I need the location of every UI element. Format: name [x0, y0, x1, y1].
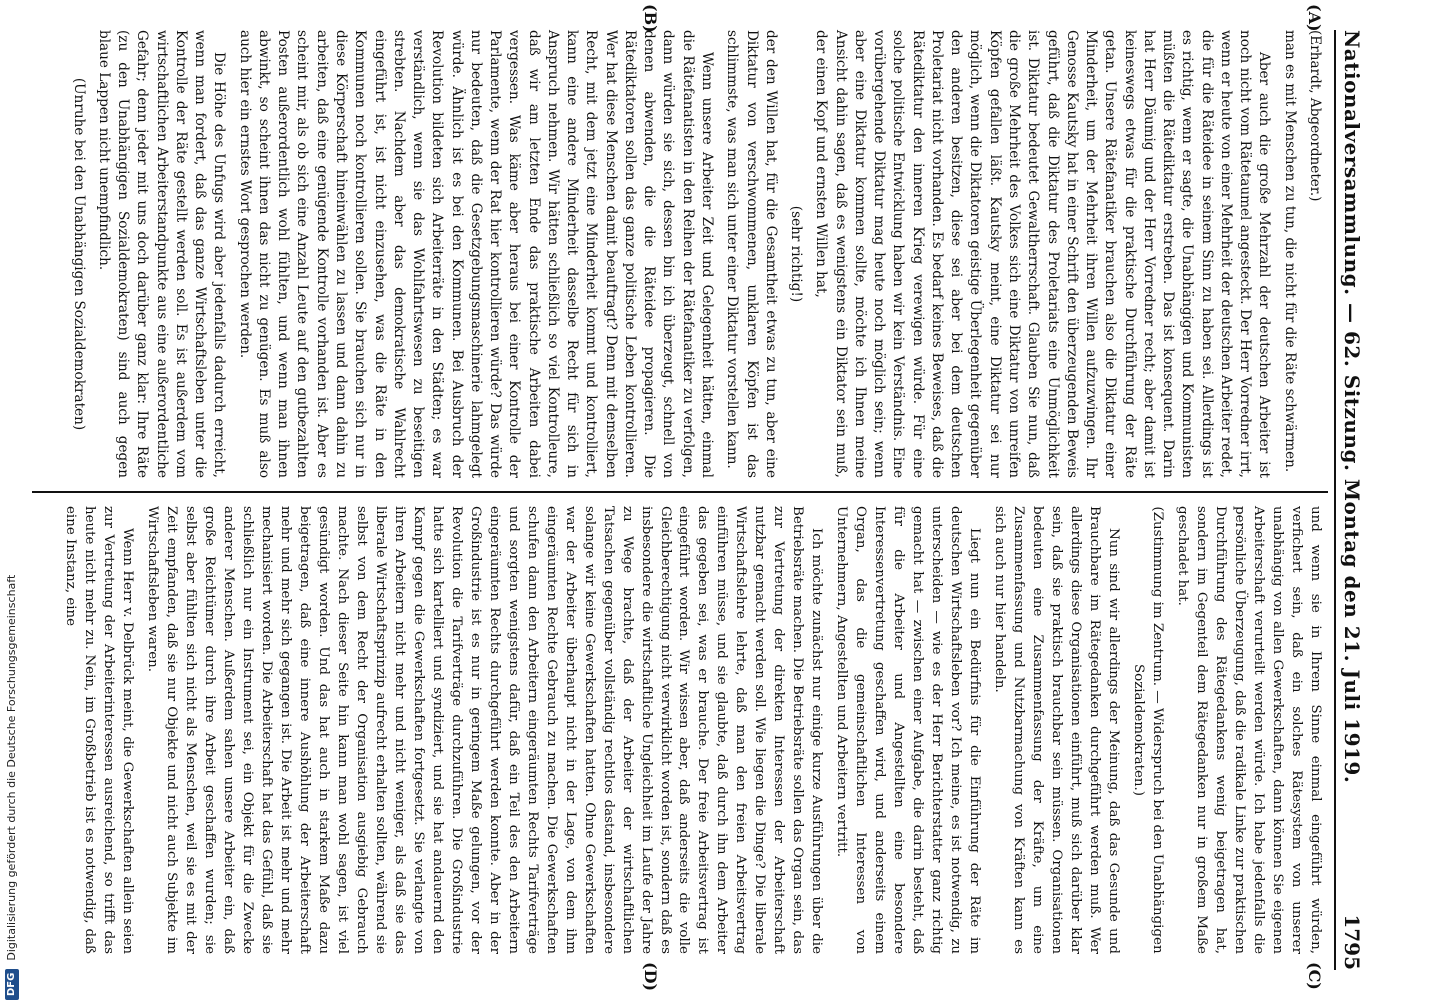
interjection: (Zustimmung im Zentrum. — Widerspruch bei den Unabhängigen Sozialdemokraten.): [1131, 506, 1166, 954]
newspaper-page: [20, 4, 1380, 992]
paragraph: Ich möchte zunächst nur einige kurze Ausführungen über die Betriebsräte machen. Die Betriebsräte sollen das Organ sein, das zur Vertretung der direkten Interessen der Arbeiterschaft nutzbar gemacht werden soll. Wie liegen die Dinge? Die liberale Wirtschaftslehre lehrte, daß man den freien Arbeitsvertrag einführen müsse, und sie glaubte, daß durch ihn dem Arbeiter das gegeben sei, was er brauche. Der freie Arbeitsvertrag ist eingeführt worden. Wir wissen aber, daß anderseits die volle Gleichberechtigung nicht verwirklicht worden ist, sondern daß es insbesondere die wirtschaftliche Ungleichheit im Laufe der Jahre zu Wege brachte, daß der Arbeiter der wirtschaftlichen Tatsachen gegenüber vollständig rechtlos dastand, insbesondere solange wir keine Gewerkschaften hatten. Ohne Gewerkschaften war der Arbeiter überhaupt nicht in der Lage, von dem ihm eingeräumten Rechte Gebrauch zu machen. Die Gewerkschaften schufen dann den Arbeitern eingeräumten Rechts Tarifverträge und sorgten wenigstens dafür, daß ein Teil des den Arbeitern eingeräumten Rechts durchgeführt werden konnte. Aber in der Großindustrie ist es nur in geringem Maße gelungen, vor der Revolution die Tarifverträge durchzuführen. Die Großindustrie hatte sich kartelliert und syndiziert, und sie hat andauernd den Kampf gegen die Gewerkschaften fortgesetzt. Sie verlangte von ihren Arbeitern nicht mehr und nicht weniger, als daß sie das liberale Wirtschaftsprinzip aufrecht erhalten sollten, während sie selbst von dem Recht der Organisation ausgiebig Gebrauch machte. Nach dieser Seite hin kann man wohl sagen, ist viel gesündigt worden. Und das hat auch in starkem Maße dazu beigetragen, daß eine innere Aushöhlung der Arbeiterschaft mehr und mehr sich gegangen ist. Die Arbeit ist mehr und mehr mechanisiert worden. Die Arbeiterschaft hat das Gefühl, daß sie schließlich nur ein Instrument sei, ein Objekt für die Zwecke anderer Menschen. Außerdem sahen unsere Arbeiter ein, daß große Reichtümer durch ihre Arbeit geschaffen wurden; sie selbst aber fühlten sich nicht als Menschen, weil sie es mit der Zeit empfanden, daß sie nur Objekte und nicht auch Subjekte im Wirtschaftsleben waren.: [144, 506, 825, 954]
margin-marker-d: (D): [641, 962, 660, 992]
interjection: (sehr richtig!): [788, 205, 805, 303]
credit-line: Digitalisierung gefördert durch die Deutsche Forschungsgemeinschaft: [5, 574, 18, 961]
paragraph: Liegt nun ein Bedürfnis für die Einführung der Räte im deutschen Wirtschaftsleben vor? Ich meine, es ist notwendig, zu unterscheiden — wie es der Herr Berichterstatter ganz richtig gemacht hat — zwischen einer Aufgabe, die darin besteht, daß für die Arbeiter und Angestellten eine besondere Interessenvertretung geschaffen wird, und anderseits einem Organ, das die gemeinschaftlichen Interessen von Unternehmern, Angestellten und Arbeitern vertritt.: [834, 506, 983, 954]
interjection: (Unruhe bei den Unabhängigen Sozialdemokraten): [70, 77, 87, 431]
margin-marker-a: (A): [1305, 4, 1324, 32]
page-number: 1795: [1340, 914, 1364, 970]
column-divider: [32, 491, 1328, 493]
paragraph: Nun sind wir allerdings der Meinung, daß das Gesunde und Brauchbare im Rätegedanken durchgeführt werden muß. Wer allerdings diese Organisationen einführt, muß sich darüber klar sein, daß sie praktisch brauchbar sein müssen. Organisationen bedeuten eine Zusammenfassung der Kräfte, um eine Zusammenfassung und Nutzbarmachung von Kräften kann es sich auch nur hier handeln.: [992, 506, 1122, 954]
paragraph: Die Höhe des Unfugs wird aber jedenfalls dadurch erreicht, wenn man fordert, daß das ganze Wirtschaftsleben unter die Kontrolle der Räte gestellt werden soll. Es ist außerdem vom wirtschaftlichen Arbeiterstandpunkte aus eine außerordentliche Gefahr; denn jeder mit uns doch darüber ganz klar: Ihre Räte (zu den Unabhängigen Sozialdemokraten) sind auch gegen blaue Lappen nicht unempfindlich.: [95, 30, 228, 478]
speaker-tag: (Erhardt, Abgeordneter.): [1307, 30, 1323, 202]
dfg-logo: DFG: [5, 969, 19, 1000]
margin-marker-b: (B): [641, 4, 660, 33]
right-column: [34, 506, 1324, 954]
paragraph: Wenn unsere Arbeiter Zeit und Gelegenheit hätten, einmal die Rätefanatisten in den Reihen der Rätefanatiker zu verfolgen, dann würden sie sich, dessen bin ich überzeugt, schnell von denen abwenden, die die Räteidee propagieren. Die Rätediktatoren sollen das ganze politische Leben kontrollieren. Wer hat diese Menschen damit beauftragt? Denn mit demselben Recht, mit dem jetzt eine Minderheit kommt und kontrolliert, kann eine andere Minderheit dasselbe Recht für sich in Anspruch nehmen. Wir hätten schließlich so viel Kontrolleure, daß wir am letzten Ende das praktische Arbeiten dabei vergessen. Was käme aber heraus bei einer Kontrolle der Parlamente, wenn der Rat hier kontrollieren würde? Das würde nur bedeuten, daß die Gesetzgebungsmaschinerie lahmgelegt würde. Ähnlich ist es bei den Kommunen. Bei Ausbruch der Revolution bildeten sich Arbeiterräte in den Städten; es war verständlich, wenn sie das Wohlfahrtswesen zu beseitigen strebten. Nachdem aber das demokratische Wahlrecht eingeführt ist, ist nicht einzusehen, was die Räte in den Kommunen noch kontrollieren sollen. Sie brauchen sich nur in diese Körperschaft hineinwählen zu lassen und dann dahin zu arbeiten, daß eine genügende Kontrolle vorhanden ist. Aber es scheint mir, als ob sich eine Anzahl Leute auf den gutbezahlten Posten außerordentlich wohl fühlten, und wenn man ihnen abwinkt, so scheint ihnen das nicht zu genügen. Es muß also auch hier ein ernstes Wort gesprochen werden.: [236, 30, 716, 478]
paragraph: Wenn Herr v. Delbrück meint, die Gewerkschaften allein seien zur Vertretung der Arbeiterinteressen ausreichend, so trifft das heute nicht mehr zu. Nein, im Großbetrieb ist es notwendig, daß eine Instanz, eine: [63, 506, 135, 954]
left-column: [34, 30, 1324, 478]
page-header: [1334, 30, 1380, 970]
paragraph: man es mit Menschen zu tun, die nicht für die Räte schwärmen.: [1281, 30, 1298, 473]
page-title: Nationalversammlung. — 62. Sitzung. Montag den 21. Juli 1919.: [1340, 30, 1364, 784]
paragraph: Aber auch die große Mehrzahl der deutschen Arbeiter ist noch nicht vom Rätetaumel angesteckt. Der Herr Vorredner irrt, wenn er heute von einer Mehrheit der deutschen Arbeiter redet, die für die Räteidee in seinem Sinn zu haben sei. Allerdings ist es richtig, wenn er sagte, die Unabhängigen und Kommunisten müßten die Rätediktatur erstreben. Das ist konsequent. Darin hat Herr Däumig und der Herr Vorredner recht; aber damit ist keineswegs etwas für die praktische Durchführung der Räte getan. Unsere Rätefanatiker brauchen also die Diktatur einer Minderheit, um der Mehrheit ihren Willen aufzuzwingen. Ihr Genosse Kautsky hat in einer Schrift den überzeugenden Beweis geführt, daß die Diktatur des Proletariats eine Unmöglichkeit ist. Diktatur bedeutet Gewaltherrschaft. Glauben Sie nun, daß die große Mehrheit des Volkes sich eine Diktatur von unreifen Köpfen gefallen läßt. Kautsky meint, eine Diktatur sei nur möglich, wenn die Diktatoren geistige Überlegenheit gegenüber den anderen besitzen, diese sei aber bei dem deutschen Proletariat nicht vorhanden. Es bedarf keines Beweises, daß die Rätediktatur den inneren Krieg verewigen würde. Für eine solche politische Entwicklung haben wir kein Verständnis. Eine vorübergehende Diktatur mag heute noch möglich sein; wenn aber eine Diktatur kommen sollte, möchte ich Ihnen meine Ansicht dahin sagen, daß es wenigstens ein Diktator sein muß, der einen Kopf und ernsten Willen hat,: [813, 30, 1273, 478]
margin-marker-c: (C): [1305, 962, 1324, 990]
paragraph: der den Willen hat, für die Gesamtheit etwas zu tun, aber eine Diktatur von verschwommenen, unklaren Köpfen ist das schlimmste, was man sich unter einer Diktatur vorstellen kann.: [724, 30, 779, 478]
paragraph: und wenn sie in Ihrem Sinne einmal eingeführt würden, verfichert sein, daß ein solches Rätesystem von unserer unabhängig von allen Gewerkschaften, dann können Sie eigenen Arbeiterschaft verurteilt werden würde. Ich habe jedenfalls die persönliche Überzeugung, daß die radikale Linke zur praktischen Durchführung des Rätegedankens wenig beigetragen hat, sondern im Gegenteil dem Rätegedanken nur in großem Maße geschadet hat.: [1175, 506, 1323, 954]
